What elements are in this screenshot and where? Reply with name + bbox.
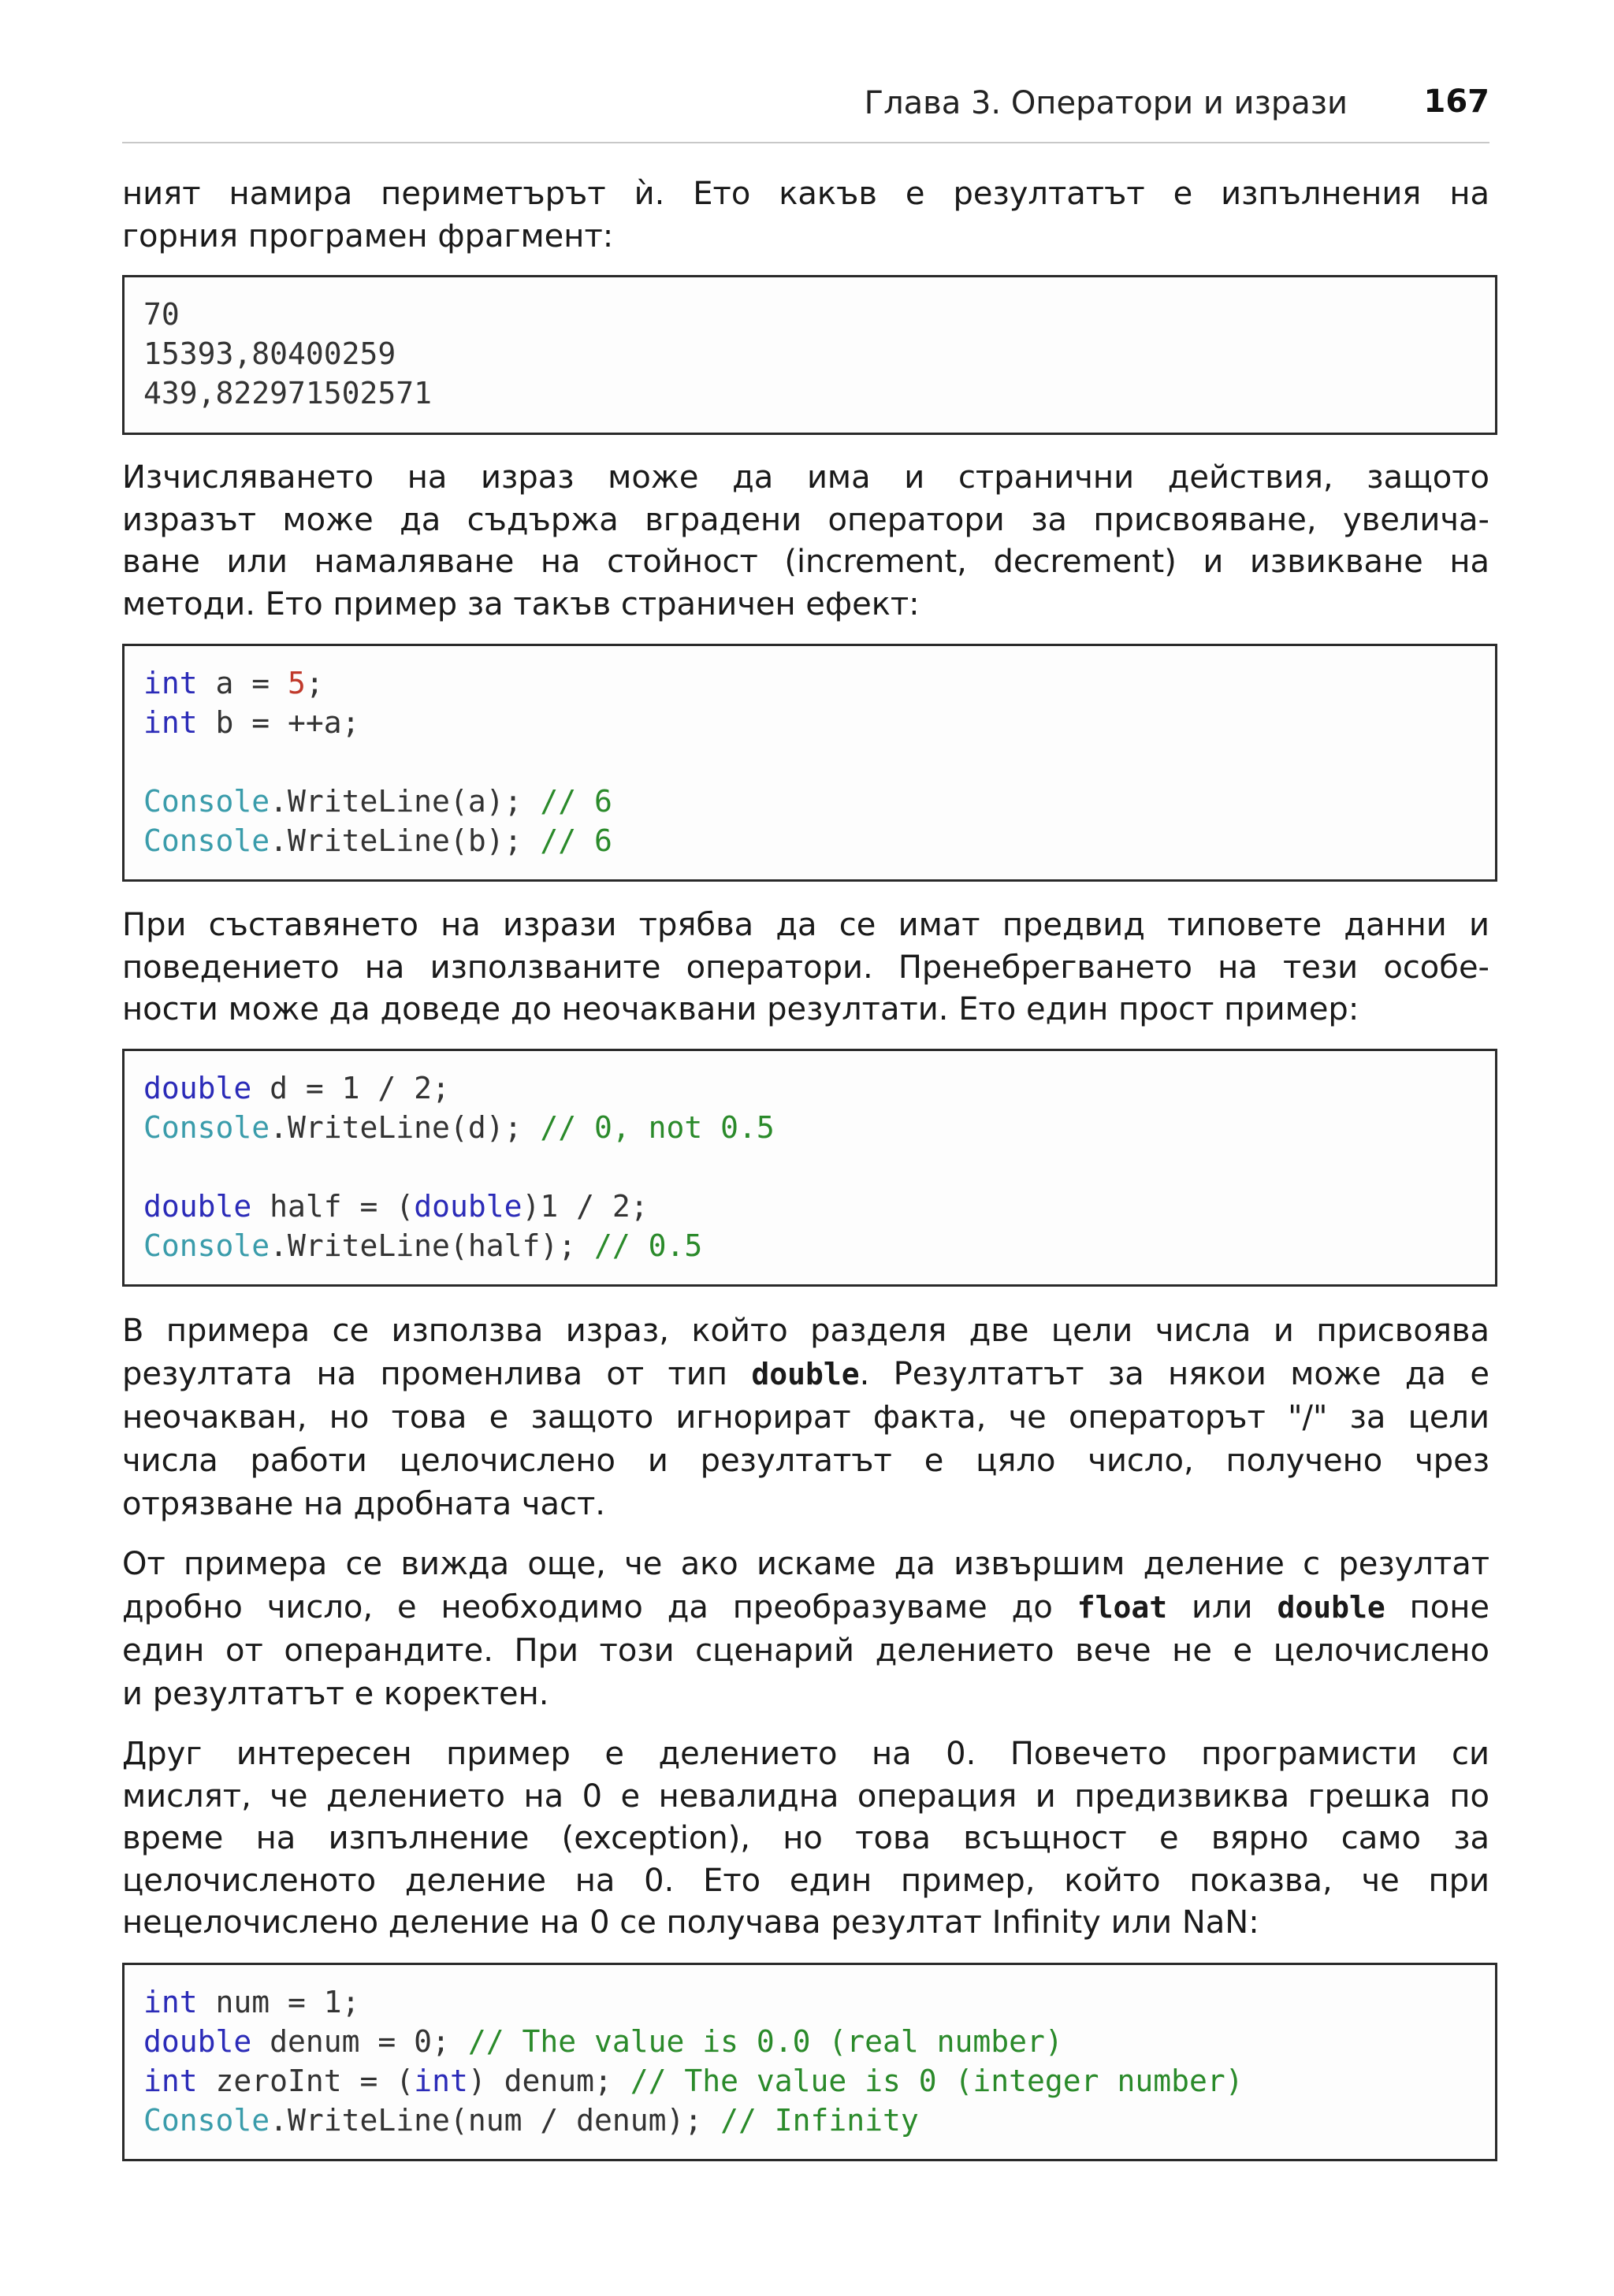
code-line-blank [143,742,1495,782]
code-line: Console.WriteLine(a); // 6 [143,784,612,819]
text-line: време на изпълнение (exception), но това всъщност е вярно само за [122,1820,1489,1856]
text-line: отрязване на дробната част. [122,1486,605,1522]
text-line: От примера се вижда още, че ако искаме да извършим деление с резултат [122,1546,1489,1582]
output-line: 439,822971502571 [143,376,433,411]
paragraph-3 [122,905,1489,1031]
text-line: горния програмен фрагмент: [122,217,614,254]
code-block-division [122,1049,1497,1287]
text-line: числа работи целочислено и резултатът е цяло число, получено чрез [122,1443,1489,1479]
code-block-side-effect [122,644,1497,882]
code-line-blank [143,1147,1495,1187]
paragraph-1 [122,173,1489,258]
text-line: ният намира периметърът ѝ. Ето какъв е резултатът е изпълнения на [122,176,1489,212]
output-line: 15393,80400259 [143,336,396,371]
paragraph-4 [122,1310,1489,1526]
inline-code: float [1077,1590,1168,1625]
chapter-title: Глава 3. Оператори и изрази [864,85,1348,121]
code-block-divide-by-zero [122,1963,1497,2161]
paragraph-2 [122,457,1489,626]
text-line: ности може да доведе до неочаквани резултати. Ето един прост пример: [122,991,1359,1027]
text-line: и резултатът е коректен. [122,1676,549,1712]
text-line: нецелочислено деление на 0 се получава резултат Infinity или NaN: [122,1904,1259,1941]
text-line: неочакван, но това е защото игнорират факта, че операторът "/" за цели [122,1399,1489,1436]
code-line: double half = (double)1 / 2; [143,1189,649,1224]
code-line: double d = 1 / 2; [143,1071,450,1105]
text-line: Изчисляването на израз може да има и странични действия, защото [122,459,1489,496]
text-line: ване или намаляване на стойност (increment, decrement) и извикване на [122,544,1489,580]
text-line: поведението на използваните оператори. Пренебрегването на тези особе- [122,949,1489,986]
text-line: мислят, че делението на 0 е невалидна операция и предизвиква грешка по [122,1778,1489,1815]
text-line: резултата на променлива от тип double. Резултатът за някои може да е [122,1356,1489,1392]
code-line: int zeroInt = (int) denum; // The value is 0 (integer number) [143,2064,1244,2098]
text-line: един от операндите. При този сценарий делението вече не е целочислено [122,1633,1489,1669]
output-line: 70 [143,297,180,332]
inline-code: double [1277,1590,1385,1625]
code-line: Console.WriteLine(half); // 0.5 [143,1228,703,1263]
code-line: double denum = 0; // The value is 0.0 (real number) [143,2024,1063,2059]
code-line: Console.WriteLine(d); // 0, not 0.5 [143,1110,775,1145]
code-line: Console.WriteLine(b); // 6 [143,823,612,858]
text-line: дробно число, е необходимо да преобразуваме до float или double поне [122,1589,1489,1625]
text-line: методи. Ето пример за такъв страничен ефект: [122,585,920,622]
page-header [122,79,1489,143]
output-block [122,275,1497,435]
text-line: изразът може да съдържа вградени оператори за присвояване, увелича- [122,501,1489,538]
page-number: 167 [1423,84,1489,120]
text-line: В примера се използва израз, който разделя две цели числа и присвоява [122,1313,1489,1349]
code-line: int a = 5; [143,666,324,700]
text-line: Друг интересен пример е делението на 0. Повечето програмисти си [122,1736,1489,1772]
code-line: int b = ++a; [143,705,360,740]
code-line: int num = 1; [143,1985,360,2019]
paragraph-6 [122,1733,1489,1945]
text-line: При съставянето на изрази трябва да се имат предвид типовете данни и [122,907,1489,943]
text-line: целочисленото деление на 0. Ето един пример, който показва, че при [122,1862,1489,1899]
paragraph-5 [122,1543,1489,1716]
code-line: Console.WriteLine(num / denum); // Infinity [143,2103,919,2138]
inline-code: double [751,1357,860,1391]
